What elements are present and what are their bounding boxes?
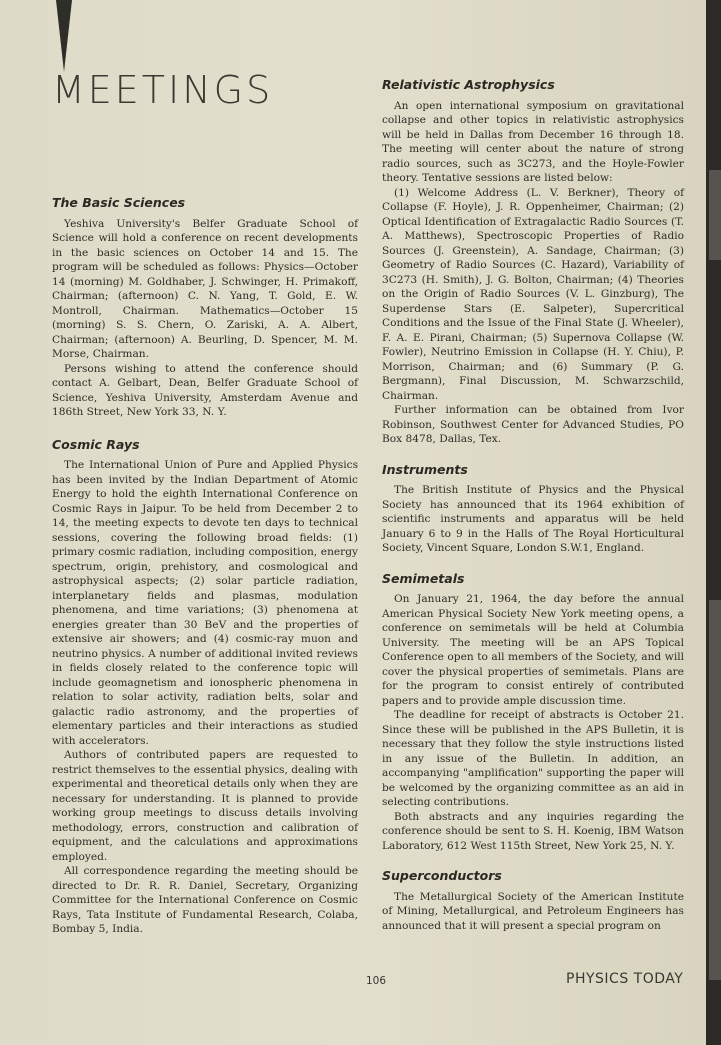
left-column [52, 196, 358, 937]
paragraph: The International Union of Pure and Applied Physics has been invited by the Indian Department of Atomic Energy to hold the eighth International Conference on Cosmic Rays in Jaipur. To be held from December 2 to 14, the meeting expects to devote ten days to technical sessions, covering the following broad fields: (1) primary cosmic radiation, including composition, energy spectrum, origin, prehistory, and cosmological and astrophysical aspects; (2) solar particle radiation, interplanetary fields and plasmas, modulation phenomena, and time variations; (3) phenomena at energies greater than 30 BeV and the properties of extensive air showers; and (4) cosmic-ray muon and neutrino physics. A number of additional invited reviews in fields closely related to the conference topic will include geomagnetism and ionospheric phenomena in relation to solar activity, radiation belts, solar and galactic radio astronomy, and the properties of elementary particles and their interactions as studied with accelerators. [52, 459, 358, 747]
section-heading: The Basic Sciences [52, 195, 186, 210]
page-number: 106 [366, 975, 387, 987]
section-heading: Relativistic Astrophysics [382, 77, 555, 92]
paragraph: (1) Welcome Address (L. V. Berkner), Theory of Collapse (F. Hoyle), J. R. Oppenheimer, Chairman; (2) Optical Identification of Extragalactic Radio Sources (T. A. Matthews), Spectroscopic Properties of Radio Sources (J. Greenstein), A. Sandage, Chairman; (3) Geometry of Radio Sources (C. Hazard), Variability of 3C273 (H. Smith), J. G. Bolton, Chairman; (4) Theories on the Origin of Radio Sources (V. L. Ginzburg), The Superdense Stars (E. Salpeter), Supercritical Conditions and the Issue of the Final State (J. Wheeler), F. A. E. Pirani, Chairman; (5) Supernova Collapse (W. Fowler), Neutrino Emission in Collapse (H. Y. Chiu), P. Morrison, Chairman; and (6) Summary (P. G. Bergmann), Final Discussion, M. Schwarzschild, Chairman. [382, 186, 684, 402]
section-heading: Instruments [382, 461, 468, 477]
section-heading: Superconductors [382, 868, 502, 883]
paragraph: Further information can be obtained from Ivor Robinson, Southwest Center for Advanced Studies, PO Box 8478, Dallas, Tex. [382, 404, 684, 445]
article-semimetals [382, 572, 684, 854]
paragraph: The British Institute of Physics and the Physical Society has announced that its 1964 exhibition of scientific instruments and apparatus will be held January 6 to 9 in the Halls of The Royal Horticultural Society, Vincent Square, London S.W.1, England. [382, 484, 684, 554]
paragraph: Authors of contributed papers are requested to restrict themselves to the essential physics, dealing with experimental and theoretical details only when they are necessary for understanding. It is planned to provide working group meetings to discuss details involving methodology, errors, construction and calibration of equipment, and the calculations and approximations employed. [52, 749, 358, 863]
paragraph: Both abstracts and any inquiries regarding the conference should be sent to S. H. Koenig, IBM Watson Laboratory, 612 West 115th Street, New York 25, N. Y. [382, 810, 684, 852]
section-heading: Cosmic Rays [52, 436, 140, 452]
journal-name: PHYSICS TODAY [566, 971, 684, 987]
masthead-wedge-ornament [56, 0, 72, 72]
article-superconductors [382, 869, 684, 933]
paragraph: An open international symposium on gravitational collapse and other topics in relativistic astrophysics will be held in Dallas from December 16 through 18. The meeting will center about the nature of strong radio sources, such as 3C273, and the Hoyle-Fowler theory. Tentative sessions are listed below: [382, 99, 684, 184]
article-basic-sciences [52, 196, 358, 420]
section-heading: Semimetals [382, 570, 465, 586]
article-relativistic-astrophysics [382, 78, 684, 447]
paragraph: The Metallurgical Society of the American Institute of Mining, Metallurgical, and Petroleum Engineers has announced that it will present a special program on [382, 890, 684, 932]
paragraph: Yeshiva University's Belfer Graduate School of Science will hold a conference on recent developments in the basic sciences on October 14 and 15. The program will be scheduled as follows: Physics—October 14 (morning) M. Goldhaber, J. Schwinger, H. Primakoff, Chairman; (afternoon) C. N. Yang, T. Gold, E. W. Montroll, Chairman. Mathematics—October 15 (morning) S. S. Chern, O. Zariski, A. A. Albert, Chairman; (afternoon) A. Beurling, D. Spencer, M. M. Morse, Chairman. [52, 217, 358, 360]
right-column [382, 78, 684, 933]
paragraph: All correspondence regarding the meeting should be directed to Dr. R. R. Daniel, Secretary, Organizing Committee for the International Conference on Cosmic Rays, Tata Institute of Fundamental Research, Colaba, Bombay 5, India. [52, 865, 358, 935]
paragraph: Persons wishing to attend the conference should contact A. Gelbart, Dean, Belfer Graduate School of Science, Yeshiva University, Amsterdam Avenue and 186th Street, New York 33, N. Y. [52, 362, 358, 418]
article-cosmic-rays [52, 438, 358, 937]
article-instruments [382, 463, 684, 556]
page-edge-strip [706, 0, 721, 1045]
page-title: MEETINGS [52, 68, 274, 112]
paragraph: The deadline for receipt of abstracts is October 21. Since these will be published in the APS Bulletin, it is necessary that they follow the style instructions listed in any issue of the Bulletin. In addition, an accompanying "amplification" supporting the paper will be welcomed by the organizing committee as an aid in selecting contributions. [382, 709, 684, 808]
paragraph: On January 21, 1964, the day before the annual American Physical Society New York meeting opens, a conference on semimetals will be held at Columbia University. The meeting will be an APS Topical Conference open to all members of the Society, and will cover the physical properties of semimetals. Plans are for the program to consist entirely of contributed papers and to provide ample discussion time. [382, 593, 684, 707]
